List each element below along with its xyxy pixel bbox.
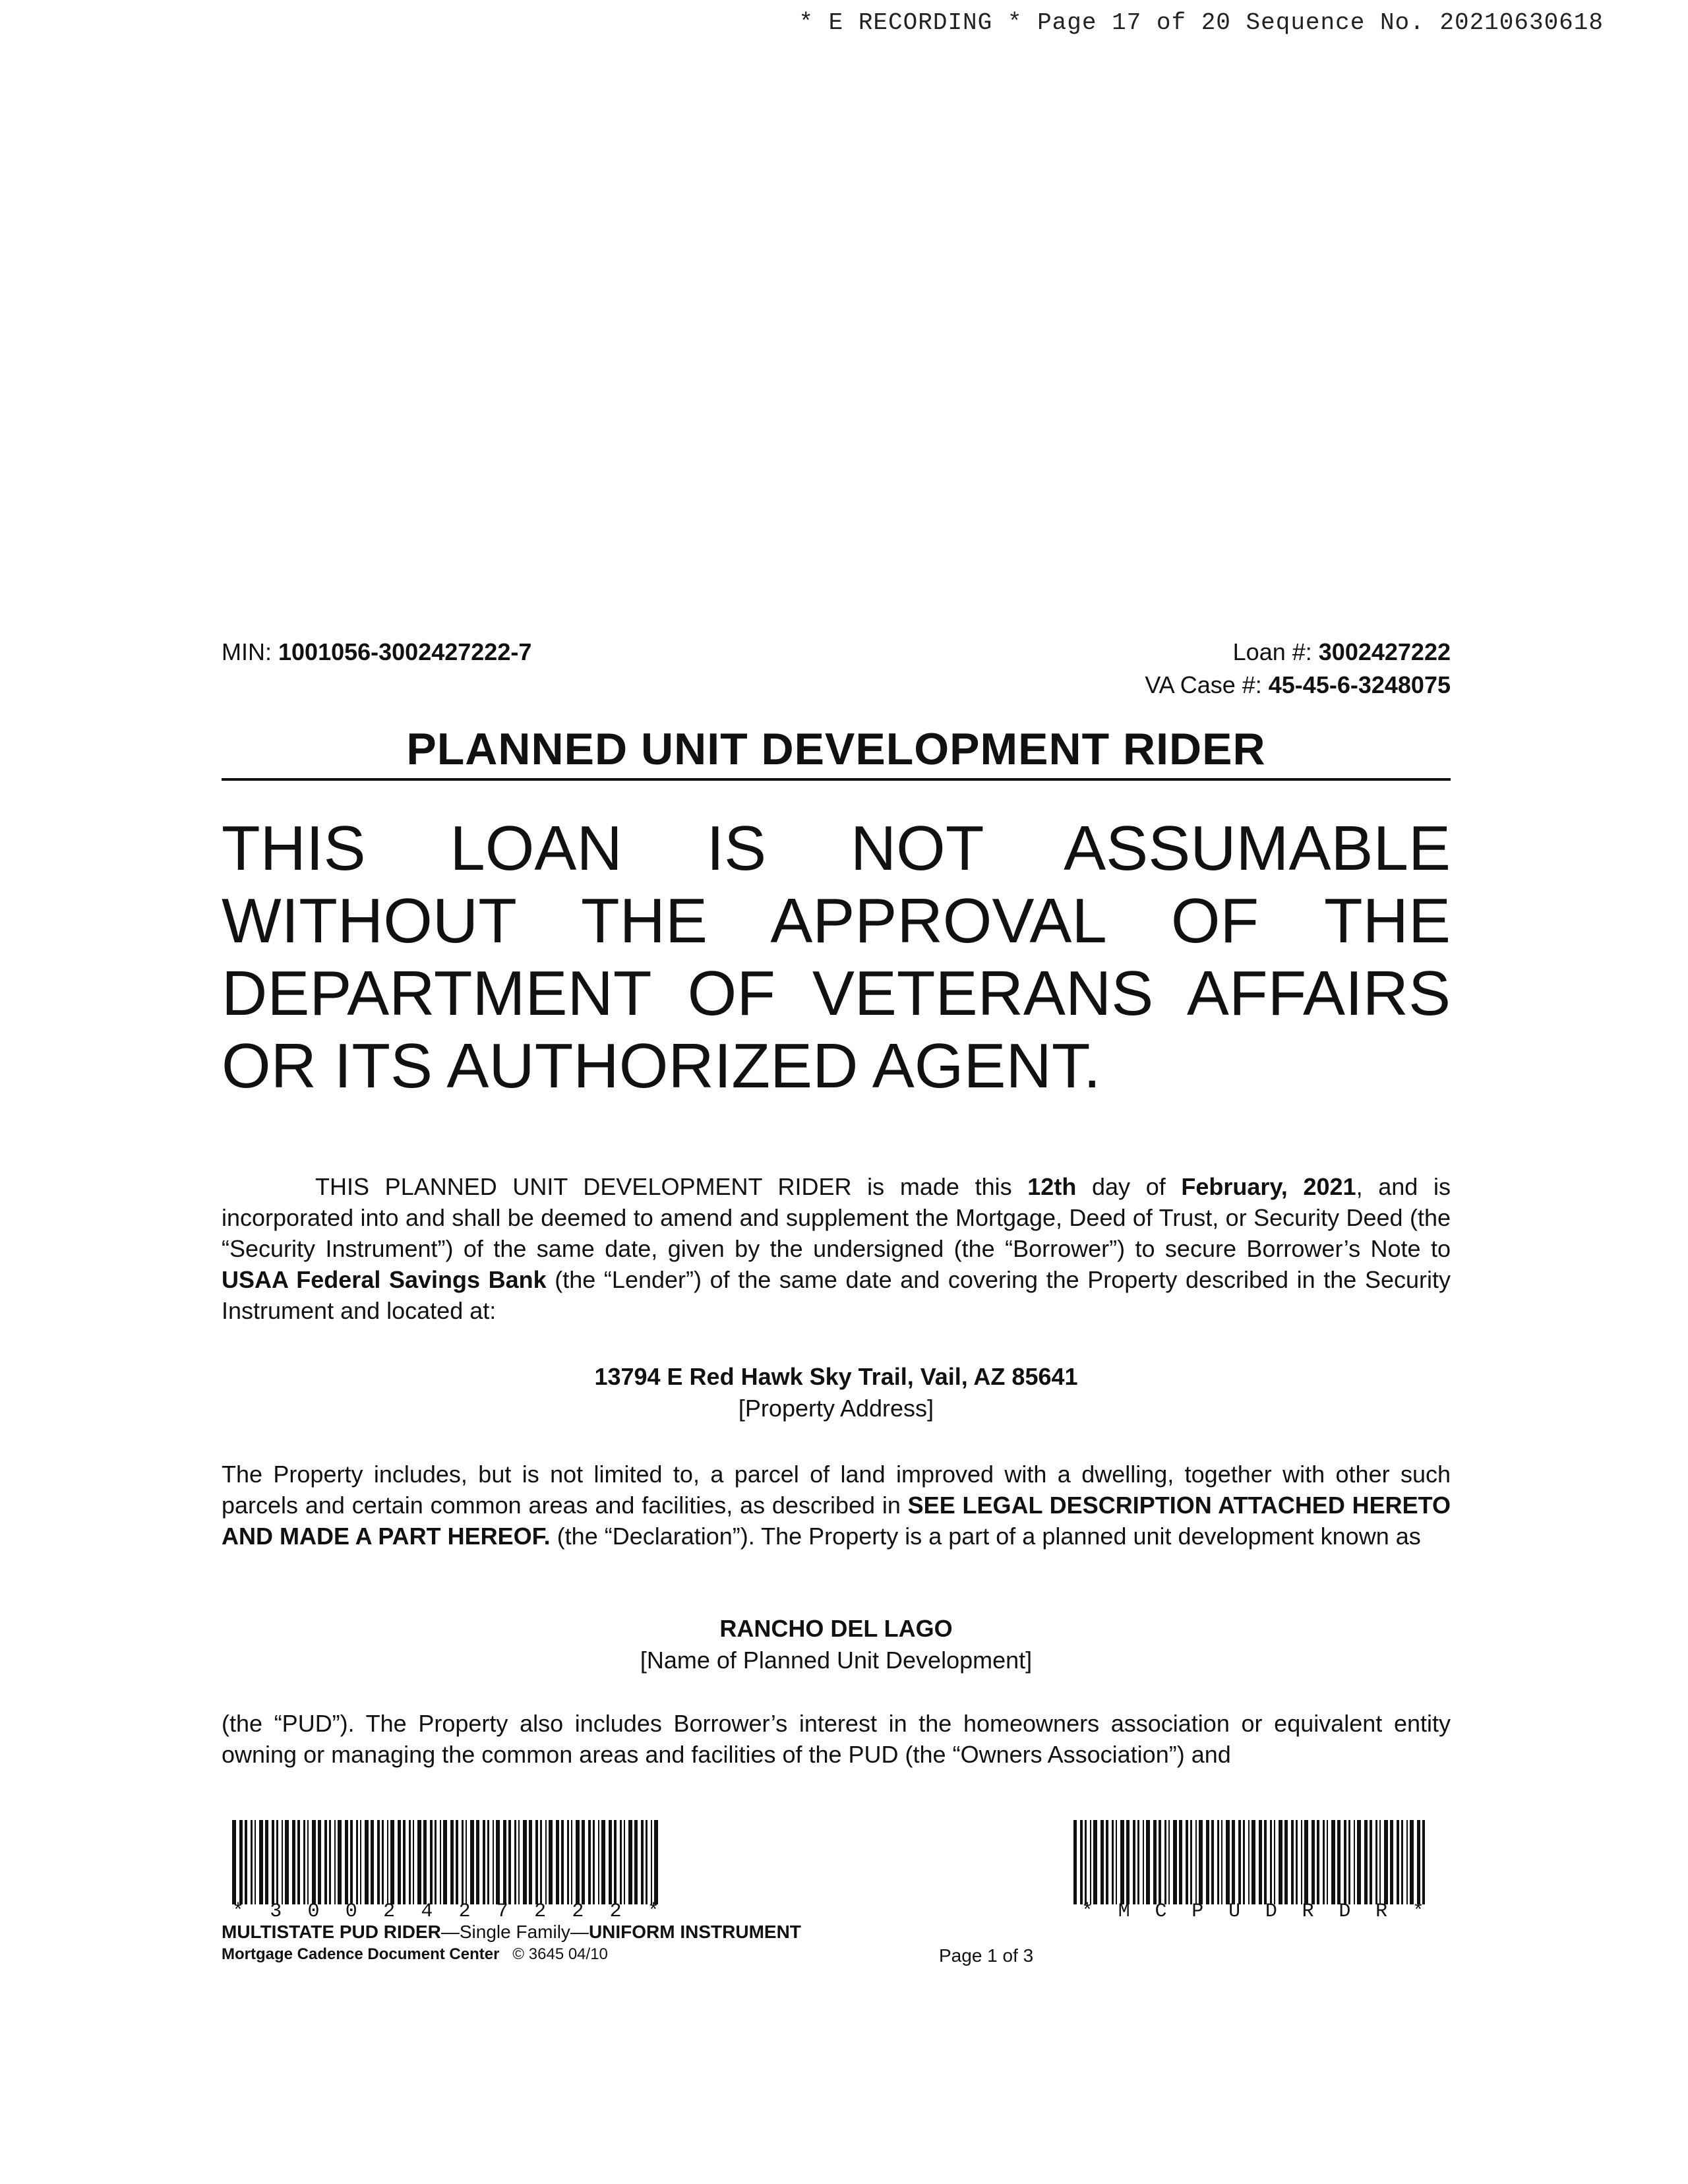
barcode-bar (1153, 1820, 1157, 1904)
barcode-bar (1195, 1820, 1197, 1904)
barcode-bar (292, 1820, 295, 1904)
barcode-bar (377, 1820, 380, 1904)
barcode-bar (276, 1820, 278, 1904)
barcode-char: 7 (496, 1900, 508, 1923)
barcode-bar (303, 1820, 305, 1904)
assumption-warning (222, 812, 1451, 1103)
barcode-char: D (1265, 1900, 1277, 1923)
barcode-bar (1327, 1820, 1328, 1904)
barcode-bar (470, 1820, 474, 1904)
pud-name-caption: [Name of Planned Unit Development] (640, 1647, 1033, 1674)
pud-name-value: RANCHO DEL LAGO (719, 1615, 953, 1642)
form-name-part: MULTISTATE PUD RIDER (222, 1922, 441, 1942)
pud-paragraph: (the “PUD”). The Property also includes Borrower’s interest in the homeowners association or equivalent entity owning or managing the common areas and facilities of the PUD (the “Owners Association”) and (222, 1710, 1451, 1768)
barcode-bar (1323, 1820, 1325, 1904)
barcode-bar (1238, 1820, 1241, 1904)
barcode-char: * (1081, 1900, 1094, 1923)
va-case-value: 45-45-6-3248075 (1268, 671, 1451, 698)
barcode-char: 2 (458, 1900, 471, 1923)
barcode-bar (1311, 1820, 1315, 1904)
loan-barcode (232, 1820, 659, 1904)
barcode-bar (561, 1820, 564, 1904)
barcode-bar (329, 1820, 331, 1904)
form-barcode-text (1081, 1900, 1424, 1923)
barcode-bar (1344, 1820, 1346, 1904)
page-number: Page 1 of 3 (939, 1945, 1034, 1966)
barcode-bar (245, 1820, 247, 1904)
barcode-bar (1133, 1820, 1135, 1904)
barcode-bar (1120, 1820, 1124, 1904)
barcode-bar (1080, 1820, 1083, 1904)
barcode-bar (593, 1820, 595, 1904)
pud-name (222, 1613, 1451, 1645)
barcode-bar (1206, 1820, 1209, 1904)
min-label: MIN: (222, 638, 278, 665)
form-number: © 3645 04/10 (512, 1945, 608, 1963)
barcode-bar (1401, 1820, 1403, 1904)
min-number (222, 636, 531, 669)
barcode-bar (540, 1820, 542, 1904)
barcode-bar (334, 1820, 336, 1904)
barcode-bar (1417, 1820, 1420, 1904)
barcode-bar (1190, 1820, 1192, 1904)
barcode-char: U (1228, 1900, 1241, 1923)
barcode-bar (1211, 1820, 1214, 1904)
barcode-bar (450, 1820, 454, 1904)
barcode-bar (387, 1820, 388, 1904)
barcode-bar (443, 1820, 447, 1904)
barcode-bar (1284, 1820, 1288, 1904)
barcode-char: C (1155, 1900, 1167, 1923)
barcode-bar (259, 1820, 263, 1904)
barcode-bar (641, 1820, 644, 1904)
va-case-label: VA Case #: (1145, 671, 1269, 698)
property-address-caption: [Property Address] (738, 1395, 934, 1422)
barcode-bar (1073, 1820, 1077, 1904)
barcode-bar (403, 1820, 406, 1904)
barcode-bar (503, 1820, 506, 1904)
barcode-bar (356, 1820, 358, 1904)
barcode-bar (1397, 1820, 1399, 1904)
barcode-bar (1146, 1820, 1150, 1904)
title-underline (222, 778, 1451, 781)
barcode-bar (1186, 1820, 1188, 1904)
barcode-bar (646, 1820, 648, 1904)
barcode-bar (588, 1820, 591, 1904)
barcode-char: M (1118, 1900, 1130, 1923)
barcode-bar (654, 1820, 658, 1904)
barcode-bar (1337, 1820, 1341, 1904)
barcode-char: * (1412, 1900, 1424, 1923)
barcode-bar (598, 1820, 599, 1904)
barcode-bar (1168, 1820, 1170, 1904)
barcode-bar (345, 1820, 348, 1904)
min-value: 1001056-3002427222-7 (278, 638, 532, 665)
barcode-bar (1422, 1820, 1425, 1904)
barcode-char: * (647, 1900, 659, 1923)
barcode-char: * (232, 1900, 245, 1923)
intro-text: day of (1076, 1173, 1182, 1200)
barcode-bar (282, 1820, 283, 1904)
barcode-char: 2 (572, 1900, 584, 1923)
barcode-bar (1100, 1820, 1104, 1904)
loan-value: 3002427222 (1318, 638, 1451, 665)
barcode-bar (1093, 1820, 1097, 1904)
rider-date: February, 2021 (1181, 1173, 1356, 1200)
barcode-char: R (1375, 1900, 1388, 1923)
barcode-bar (614, 1820, 617, 1904)
intro-text: , and is incorporated into and shall be deemed to amend and supplement the Mortgage, Deed of Trust, or Security Deed (the “Security Instrument”) of the same date, given by the undersigned (the “Borrower”) to secure Borrower’s Note to (222, 1173, 1451, 1262)
barcode-bar (1085, 1820, 1087, 1904)
barcode-bar (487, 1820, 489, 1904)
barcode-char: 3 (270, 1900, 282, 1923)
barcode-bar (1364, 1820, 1368, 1904)
barcode-bar (251, 1820, 253, 1904)
warning-line: THIS LOAN IS NOT ASSUMABLE (222, 813, 1451, 884)
rider-day: 12th (1027, 1173, 1077, 1200)
barcode-char: R (1302, 1900, 1314, 1923)
recording-header: * E RECORDING * Page 17 of 20 Sequence No. 20210630618 (799, 9, 1604, 36)
property-paragraph (222, 1459, 1451, 1552)
form-name-part: UNIFORM INSTRUMENT (588, 1922, 801, 1942)
property-address-value: 13794 E Red Hawk Sky Trail, Vail, AZ 85641 (594, 1363, 1078, 1390)
document-center-name: Mortgage Cadence Document Center (222, 1945, 500, 1963)
barcode-bar (1264, 1820, 1267, 1904)
lender-name: USAA Federal Savings Bank (222, 1266, 547, 1293)
property-address (222, 1361, 1451, 1393)
barcode-bar (523, 1820, 527, 1904)
barcode-bar (1390, 1820, 1393, 1904)
barcode-bar (1179, 1820, 1182, 1904)
intro-paragraph (222, 1171, 1451, 1326)
barcode-char: 2 (534, 1900, 547, 1923)
barcode-bar (1259, 1820, 1262, 1904)
barcode-bar (1348, 1820, 1350, 1904)
barcode-bar (628, 1820, 632, 1904)
barcode-bar (556, 1820, 559, 1904)
barcode-bar (1159, 1820, 1161, 1904)
barcode-bar (285, 1820, 289, 1904)
barcode-bar (624, 1820, 625, 1904)
document-title: PLANNED UNIT DEVELOPMENT RIDER (406, 724, 1266, 774)
barcode-bar (1354, 1820, 1355, 1904)
barcode-char: 0 (307, 1900, 320, 1923)
barcode-bar (1137, 1820, 1139, 1904)
barcode-bar (338, 1820, 342, 1904)
barcode-bar (1143, 1820, 1144, 1904)
barcode-bar (514, 1820, 516, 1904)
loan-label: Loan #: (1232, 638, 1319, 665)
barcode-bar (239, 1820, 243, 1904)
barcode-bar (413, 1820, 414, 1904)
barcode-bar (365, 1820, 369, 1904)
barcode-bar (1226, 1820, 1230, 1904)
barcode-bar (1217, 1820, 1219, 1904)
barcode-bar (1406, 1820, 1408, 1904)
form-name-part: —Single Family— (440, 1922, 589, 1942)
barcode-bar (567, 1820, 569, 1904)
barcode-bar (518, 1820, 520, 1904)
barcode-bar (496, 1820, 500, 1904)
property-text: (the “Declaration”). The Property is a part of a planned unit development known as (550, 1523, 1421, 1550)
barcode-bar (456, 1820, 458, 1904)
barcode-bar (1164, 1820, 1166, 1904)
barcode-bar (1126, 1820, 1130, 1904)
barcode-bar (1173, 1820, 1177, 1904)
barcode-bar (312, 1820, 316, 1904)
barcode-bar (1304, 1820, 1308, 1904)
barcode-bar (1379, 1820, 1381, 1904)
property-text: The Property includes, but is not limited to, a parcel of land improved with a dwelling, together with other such parcels and certain common areas and facilities, as described in (222, 1461, 1451, 1519)
barcode-bar (529, 1820, 532, 1904)
barcode-bar (350, 1820, 353, 1904)
barcode-bar (634, 1820, 638, 1904)
barcode-bar (1274, 1820, 1275, 1904)
barcode-bar (255, 1820, 256, 1904)
barcode-bar (1301, 1820, 1302, 1904)
barcode-char: D (1339, 1900, 1351, 1923)
barcode-bar (390, 1820, 394, 1904)
barcode-bar (1370, 1820, 1372, 1904)
barcode-bar (307, 1820, 309, 1904)
legal-description-ref: SEE LEGAL DESCRIPTION ATTACHED HERETO AND MADE A PART HEREOF. (222, 1492, 1451, 1550)
barcode-bar (430, 1820, 433, 1904)
barcode-bar (535, 1820, 538, 1904)
barcode-bar (651, 1820, 652, 1904)
form-barcode (1073, 1820, 1428, 1904)
barcode-bar (1270, 1820, 1272, 1904)
barcode-char: 4 (421, 1900, 433, 1923)
barcode-bar (609, 1820, 612, 1904)
intro-text: (the “Lender”) of the same date and covering the Property described in the Security Instrument and located at: (222, 1266, 1451, 1324)
barcode-char: P (1191, 1900, 1204, 1923)
barcode-bar (1375, 1820, 1377, 1904)
barcode-bar (423, 1820, 427, 1904)
barcode-bar (1090, 1820, 1091, 1904)
barcode-bar (1331, 1820, 1335, 1904)
barcode-bar (1221, 1820, 1222, 1904)
intro-text: THIS PLANNED UNIT DEVELOPMENT RIDER is made this (315, 1173, 1028, 1200)
warning-line: OR ITS AUTHORIZED AGENT. (222, 1031, 1101, 1101)
barcode-bar (582, 1820, 585, 1904)
barcode-bar (545, 1820, 547, 1904)
loan-number (1233, 636, 1451, 669)
barcode-bar (1296, 1820, 1298, 1904)
barcode-bar (440, 1820, 441, 1904)
barcode-bar (435, 1820, 437, 1904)
barcode-bar (1106, 1820, 1108, 1904)
barcode-bar (549, 1820, 553, 1904)
barcode-char: 2 (383, 1900, 396, 1923)
barcode-bar (417, 1820, 421, 1904)
barcode-bar (1112, 1820, 1114, 1904)
barcode-bar (1317, 1820, 1319, 1904)
barcode-bar (571, 1820, 572, 1904)
va-case-number (1145, 669, 1451, 702)
barcode-bar (1384, 1820, 1388, 1904)
barcode-bar (1116, 1820, 1117, 1904)
barcode-bar (466, 1820, 467, 1904)
barcode-bar (371, 1820, 374, 1904)
barcode-bar (1243, 1820, 1245, 1904)
barcode-bar (398, 1820, 401, 1904)
warning-line: WITHOUT THE APPROVAL OF THE (222, 886, 1451, 956)
barcode-bar (297, 1820, 300, 1904)
barcode-bar (382, 1820, 384, 1904)
barcode-bar (1357, 1820, 1361, 1904)
barcode-bar (1199, 1820, 1203, 1904)
barcode-bar (1279, 1820, 1282, 1904)
barcode-bar (360, 1820, 361, 1904)
barcode-bar (232, 1820, 236, 1904)
document-center (222, 1945, 608, 1964)
barcode-bar (508, 1820, 511, 1904)
barcode-bar (483, 1820, 485, 1904)
barcode-bar (620, 1820, 622, 1904)
barcode-bar (493, 1820, 494, 1904)
barcode-bar (318, 1820, 321, 1904)
barcode-bar (601, 1820, 605, 1904)
barcode-bar (272, 1820, 274, 1904)
barcode-bar (324, 1820, 327, 1904)
barcode-bar (1232, 1820, 1235, 1904)
barcode-bar (265, 1820, 268, 1904)
barcode-bar (1410, 1820, 1414, 1904)
barcode-char: 2 (609, 1900, 622, 1923)
barcode-bar (1248, 1820, 1250, 1904)
warning-line: DEPARTMENT OF VETERANS AFFAIRS (222, 958, 1451, 1029)
barcode-bar (476, 1820, 479, 1904)
loan-barcode-text (232, 1900, 659, 1923)
barcode-bar (1251, 1820, 1255, 1904)
barcode-bar (576, 1820, 580, 1904)
barcode-char: 0 (345, 1900, 357, 1923)
barcode-bar (1291, 1820, 1294, 1904)
barcode-bar (409, 1820, 411, 1904)
barcode-bar (462, 1820, 464, 1904)
form-name (222, 1922, 801, 1943)
